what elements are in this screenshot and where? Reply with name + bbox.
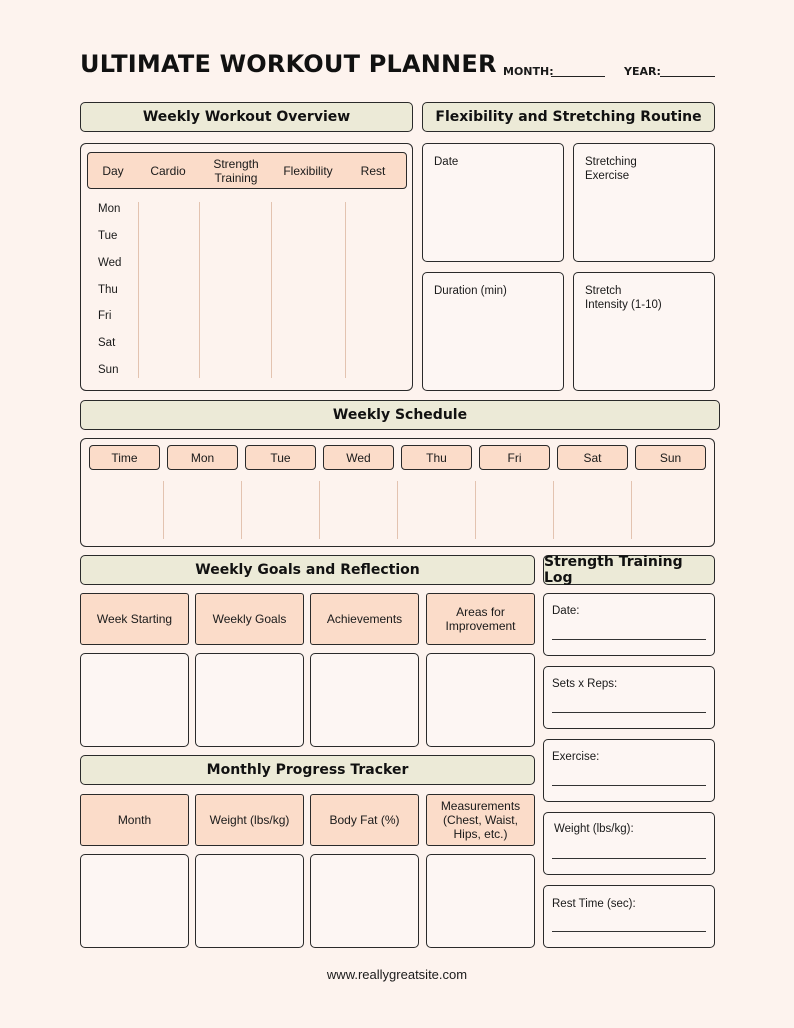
flexibility-header: Flexibility and Stretching Routine	[422, 102, 715, 132]
overview-header: Weekly Workout Overview	[80, 102, 413, 132]
strength-log-date-box[interactable]	[543, 593, 715, 656]
progress-header: Monthly Progress Tracker	[80, 755, 535, 785]
schedule-col-thu: Thu	[401, 445, 472, 470]
goals-col-achievements: Achievements	[310, 593, 419, 645]
year-field[interactable]	[660, 65, 715, 77]
progress-cell-measurements[interactable]	[426, 854, 535, 948]
progress-col-weight: Weight (lbs/kg)	[195, 794, 304, 846]
strength-log-sets-label: Sets x Reps:	[552, 678, 618, 690]
year-label: YEAR:	[624, 65, 661, 78]
progress-col-bodyfat: Body Fat (%)	[310, 794, 419, 846]
page-title: ULTIMATE WORKOUT PLANNER	[80, 50, 497, 78]
divider	[553, 481, 554, 539]
overview-col-day: Day	[102, 163, 124, 178]
progress-col-measurements: Measurements (Chest, Waist, Hips, etc.)	[426, 794, 535, 846]
divider	[631, 481, 632, 539]
progress-cell-month[interactable]	[80, 854, 189, 948]
strength-log-weight-line	[552, 858, 706, 859]
schedule-col-tue: Tue	[245, 445, 316, 470]
divider	[319, 481, 320, 539]
goals-cell-week-starting[interactable]	[80, 653, 189, 747]
month-field[interactable]	[551, 65, 605, 77]
progress-cell-bodyfat[interactable]	[310, 854, 419, 948]
schedule-header: Weekly Schedule	[80, 400, 720, 430]
strength-log-exercise-label: Exercise:	[552, 751, 600, 763]
divider	[138, 202, 139, 378]
schedule-col-sat: Sat	[557, 445, 628, 470]
flex-date-box[interactable]	[422, 143, 564, 262]
goals-col-weekly-goals: Weekly Goals	[195, 593, 304, 645]
schedule-col-wed: Wed	[323, 445, 394, 470]
goals-col-week-starting: Week Starting	[80, 593, 189, 645]
month-label: MONTH:	[503, 65, 554, 78]
goals-col-improvement: Areas for Improvement	[426, 593, 535, 645]
strength-log-weight-box[interactable]	[543, 812, 715, 875]
flex-intensity-label: Stretch Intensity (1-10)	[585, 285, 662, 311]
strength-log-header: Strength Training Log	[543, 555, 715, 585]
footer-website[interactable]: www.reallygreatsite.com	[326, 967, 468, 982]
schedule-col-sun: Sun	[635, 445, 706, 470]
strength-log-exercise-line	[552, 785, 706, 786]
progress-col-month: Month	[80, 794, 189, 846]
strength-log-date-line	[552, 639, 706, 640]
flex-exercise-box[interactable]	[573, 143, 715, 262]
day-tue: Tue	[98, 230, 118, 242]
goals-cell-weekly-goals[interactable]	[195, 653, 304, 747]
strength-log-rest-line	[552, 931, 706, 932]
day-mon: Mon	[98, 203, 121, 215]
flex-duration-label: Duration (min)	[434, 285, 507, 297]
overview-col-flexibility: Flexibility	[283, 163, 333, 178]
divider	[475, 481, 476, 539]
goals-cell-improvement[interactable]	[426, 653, 535, 747]
strength-log-date-label: Date:	[552, 605, 580, 617]
day-fri: Fri	[98, 310, 112, 322]
strength-log-exercise-box[interactable]	[543, 739, 715, 802]
overview-col-cardio: Cardio	[150, 163, 186, 178]
overview-col-rest: Rest	[360, 163, 386, 178]
schedule-col-time: Time	[89, 445, 160, 470]
strength-log-rest-label: Rest Time (sec):	[552, 898, 636, 910]
flex-duration-box[interactable]	[422, 272, 564, 391]
day-sat: Sat	[98, 337, 116, 349]
overview-panel	[80, 143, 413, 391]
divider	[397, 481, 398, 539]
overview-col-strength: Strength Training	[213, 156, 259, 185]
strength-log-rest-box[interactable]	[543, 885, 715, 948]
schedule-col-mon: Mon	[167, 445, 238, 470]
divider	[241, 481, 242, 539]
flex-intensity-box[interactable]	[573, 272, 715, 391]
goals-cell-achievements[interactable]	[310, 653, 419, 747]
day-sun: Sun	[98, 364, 119, 376]
day-wed: Wed	[98, 257, 122, 269]
day-thu: Thu	[98, 284, 118, 296]
goals-header: Weekly Goals and Reflection	[80, 555, 535, 585]
strength-log-sets-line	[552, 712, 706, 713]
strength-log-weight-label: Weight (lbs/kg):	[554, 823, 634, 835]
divider	[199, 202, 200, 378]
divider	[163, 481, 164, 539]
progress-cell-weight[interactable]	[195, 854, 304, 948]
divider	[271, 202, 272, 378]
flex-date-label: Date	[434, 156, 459, 168]
divider	[345, 202, 346, 378]
schedule-panel	[80, 438, 715, 547]
schedule-col-fri: Fri	[479, 445, 550, 470]
flex-exercise-label: Stretching Exercise	[585, 156, 637, 182]
strength-log-sets-box[interactable]	[543, 666, 715, 729]
